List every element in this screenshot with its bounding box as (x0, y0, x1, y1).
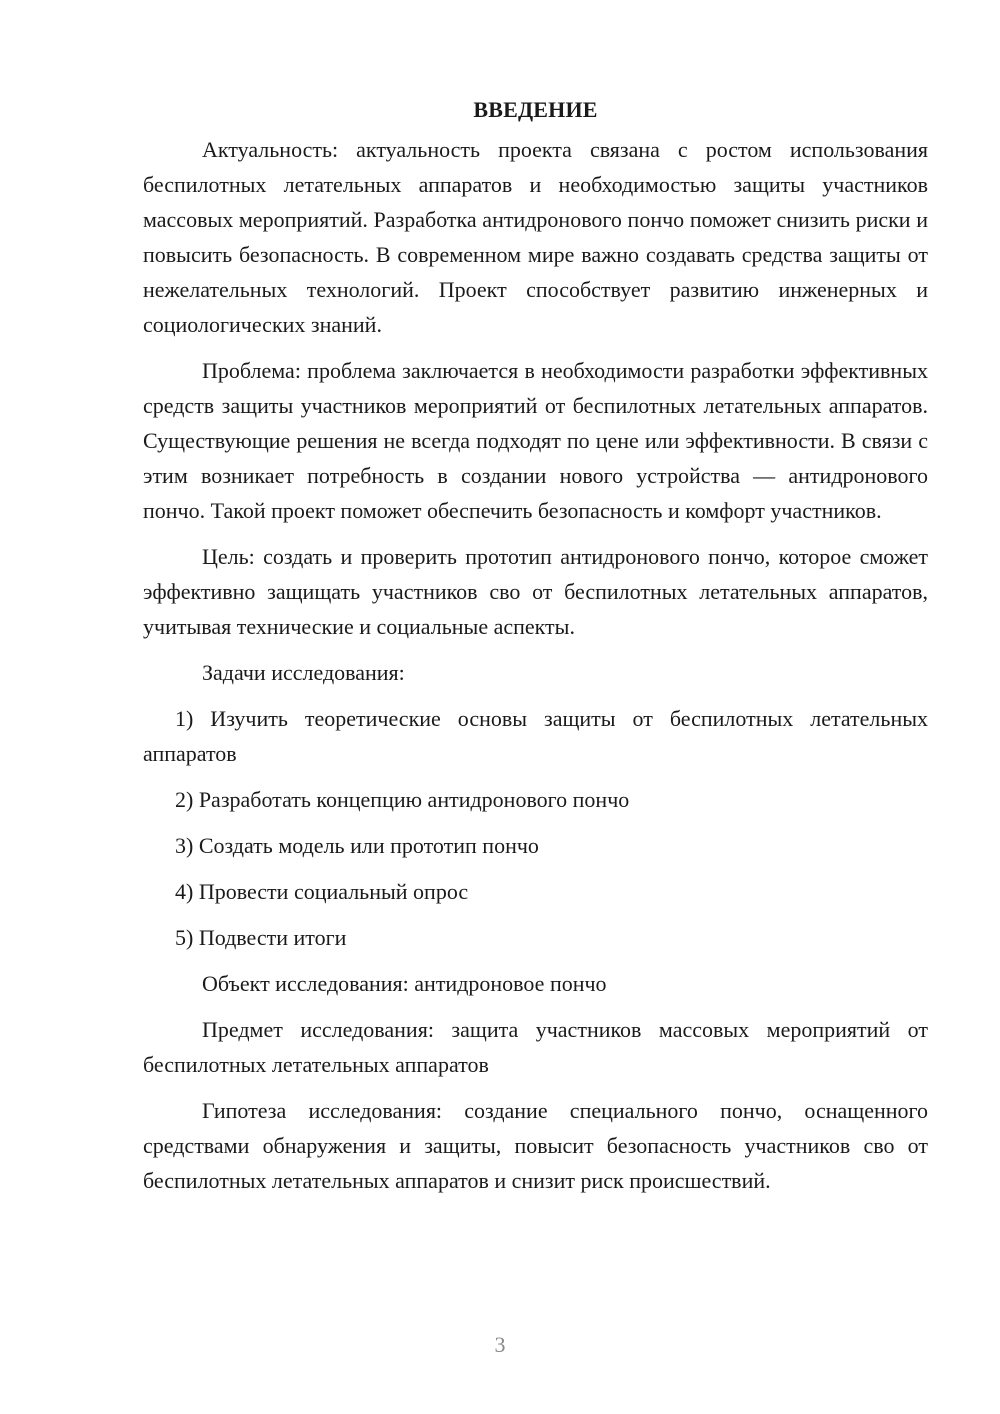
task-item: 3) Создать модель или прототип пончо (175, 833, 539, 858)
tasks-heading: Задачи исследования: (202, 660, 405, 685)
page-number: 3 (494, 1332, 506, 1357)
task-item: 5) Подвести итоги (175, 925, 347, 950)
object-paragraph: Объект исследования: антидроновое пончо (202, 971, 607, 996)
subject-paragraph: Предмет исследования: защита участников массовых мероприятий от беспилотных летательных аппаратов (143, 1017, 928, 1077)
hypothesis-paragraph: Гипотеза исследования: создание специального пончо, оснащенного средствами обнаружения и защиты, повысит безопасность участников сво от беспилотных летательных аппаратов и снизит риск происшествий. (143, 1098, 928, 1193)
task-item: 1) Изучить теоретические основы защиты от беспилотных летательных аппаратов (143, 706, 928, 766)
document-page (143, 96, 928, 1209)
task-item: 2) Разработать концепцию антидронового пончо (175, 787, 630, 812)
relevance-paragraph: Актуальность: актуальность проекта связана с ростом использования беспилотных летательных аппаратов и необходимостью защиты участников массовых мероприятий. Разработка антидронового пончо поможет снизить риски и повысить безопасность. В современном мире важно создавать средства защиты от нежелательных технологий. Проект способствует развитию инженерных и социологических знаний. (143, 137, 928, 337)
task-item: 4) Провести социальный опрос (175, 879, 469, 904)
problem-paragraph: Проблема: проблема заключается в необходимости разработки эффективных средств защиты участников мероприятий от беспилотных летательных аппаратов. Существующие решения не всегда подходят по цене или эффективности. В связи с этим возникает потребность в создании нового устройства — антидронового пончо. Такой проект поможет обеспечить безопасность и комфорт участников. (143, 358, 928, 523)
section-title: ВВЕДЕНИЕ (473, 97, 598, 122)
tasks-list (143, 701, 928, 955)
goal-paragraph: Цель: создать и проверить прототип антидронового пончо, которое сможет эффективно защищать участников сво от беспилотных летательных аппаратов, учитывая технические и социальные аспекты. (143, 544, 928, 639)
